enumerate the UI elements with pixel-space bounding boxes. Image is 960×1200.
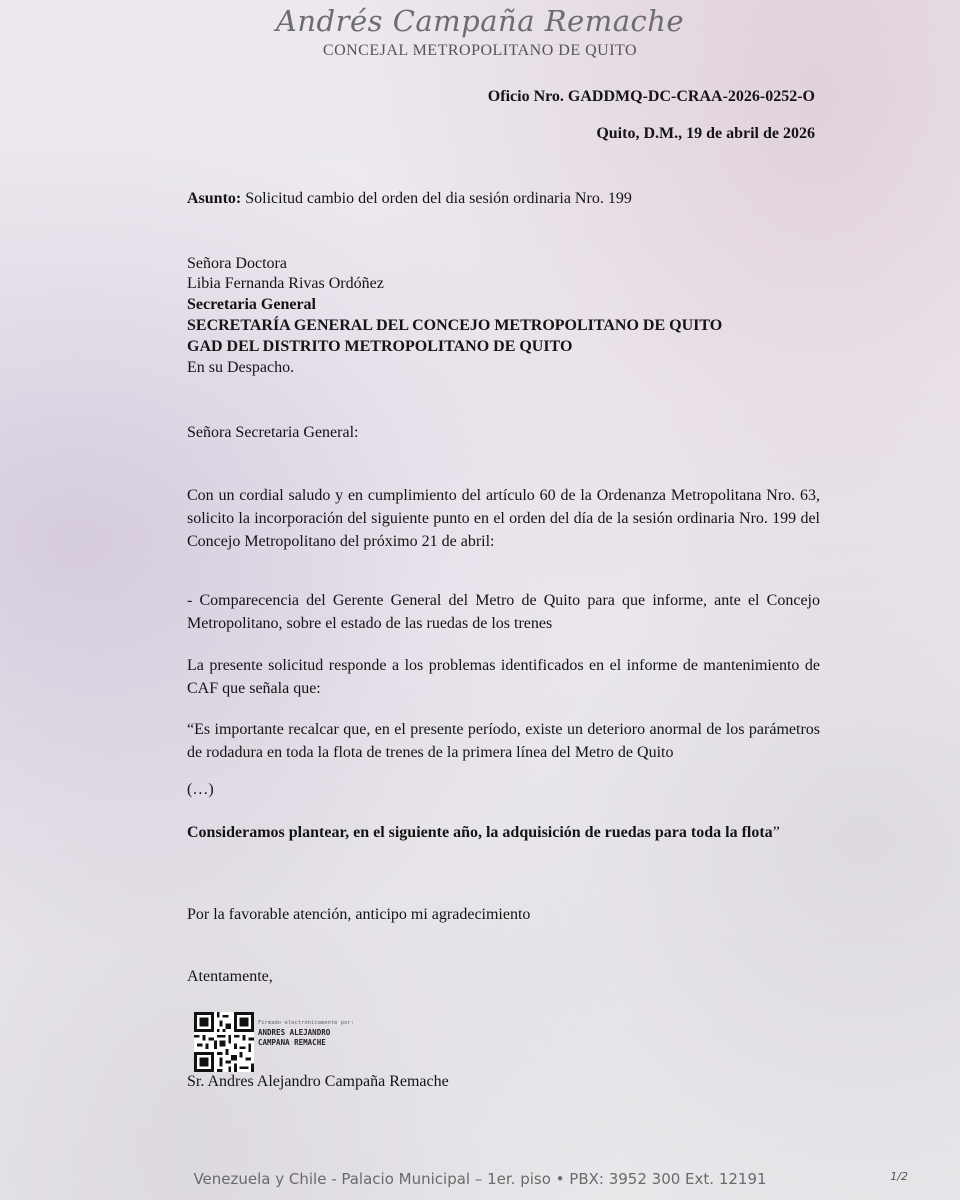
recipient-title: Secretaria General — [187, 296, 316, 313]
quote-conclusion-bold: Consideramos plantear, en el siguiente año, la adquisición de ruedas para toda la flota — [187, 824, 773, 841]
body-paragraph-3: La presente solicitud responde a los problemas identificados en el informe de mantenimiento de CAF que señala que: — [187, 657, 820, 697]
letterhead-subtitle: CONCEJAL METROPOLITANO DE QUITO — [322, 42, 638, 59]
signature-name-line-1: ANDRES ALEJANDRO — [258, 1028, 331, 1037]
recipient-org-1: SECRETARÍA GENERAL DEL CONCEJO METROPOLITANO DE QUITO — [187, 317, 723, 334]
qr-code-icon — [194, 1012, 254, 1072]
recipient-salutation: Señora Doctora — [187, 255, 287, 272]
electronic-signature — [194, 1012, 534, 1074]
footer-address: Venezuela y Chile - Palacio Municipal – 1er. piso • PBX: 3952 300 Ext. 12191 — [193, 1170, 767, 1188]
quote-ellipsis: (…) — [187, 781, 214, 798]
quote-paragraph: “Es importante recalcar que, en el presente período, existe un deterioro anormal de los parámetros de rodadura en toda la flota de trenes de la primera línea del Metro de Quito — [187, 721, 820, 761]
signed-label: Firmado electrónicamente por: — [258, 1020, 355, 1026]
page-number: 1/2 — [890, 1170, 908, 1183]
signature-text — [258, 1018, 354, 1048]
quote-conclusion — [187, 821, 820, 844]
subject-line — [187, 190, 632, 208]
subject-label: Asunto: — [187, 190, 242, 207]
body-paragraph-1: Con un cordial saludo y en cumplimiento del artículo 60 de la Ordenanza Metropolitana Nro. 63, solicito la incorporación del siguiente punto en el orden del día de la sesión ordinaria Nro. 199 del Concejo Metropolitano del próximo 21 de abril: — [187, 487, 820, 550]
quote-close-mark: ” — [772, 824, 780, 841]
closing: Atentamente, — [187, 968, 273, 985]
subject-text: Solicitud cambio del orden del dia sesión ordinaria Nro. 199 — [245, 190, 632, 207]
body-paragraph-2: - Comparecencia del Gerente General del Metro de Quito para que informe, ante el Concejo Metropolitano, sobre el estado de las ruedas de los trenes — [187, 592, 820, 632]
recipient-name: Libia Fernanda Rivas Ordóñez — [187, 275, 384, 292]
recipient-despacho: En su Despacho. — [187, 359, 295, 376]
signer-name: Sr. Andres Alejandro Campaña Remache — [187, 1073, 449, 1090]
thanks-line: Por la favorable atención, anticipo mi agradecimiento — [187, 906, 531, 923]
oficio-number: Oficio Nro. GADDMQ-DC-CRAA-2026-0252-O — [487, 88, 815, 105]
greeting: Señora Secretaria General: — [187, 424, 359, 441]
recipient-org-2: GAD DEL DISTRITO METROPOLITANO DE QUITO — [187, 338, 573, 355]
letter-date: Quito, D.M., 19 de abril de 2026 — [596, 125, 815, 142]
signature-name-line-2: CAMPANA REMACHE — [258, 1038, 326, 1047]
letterhead-name: Andrés Campaña Remache — [275, 4, 685, 38]
